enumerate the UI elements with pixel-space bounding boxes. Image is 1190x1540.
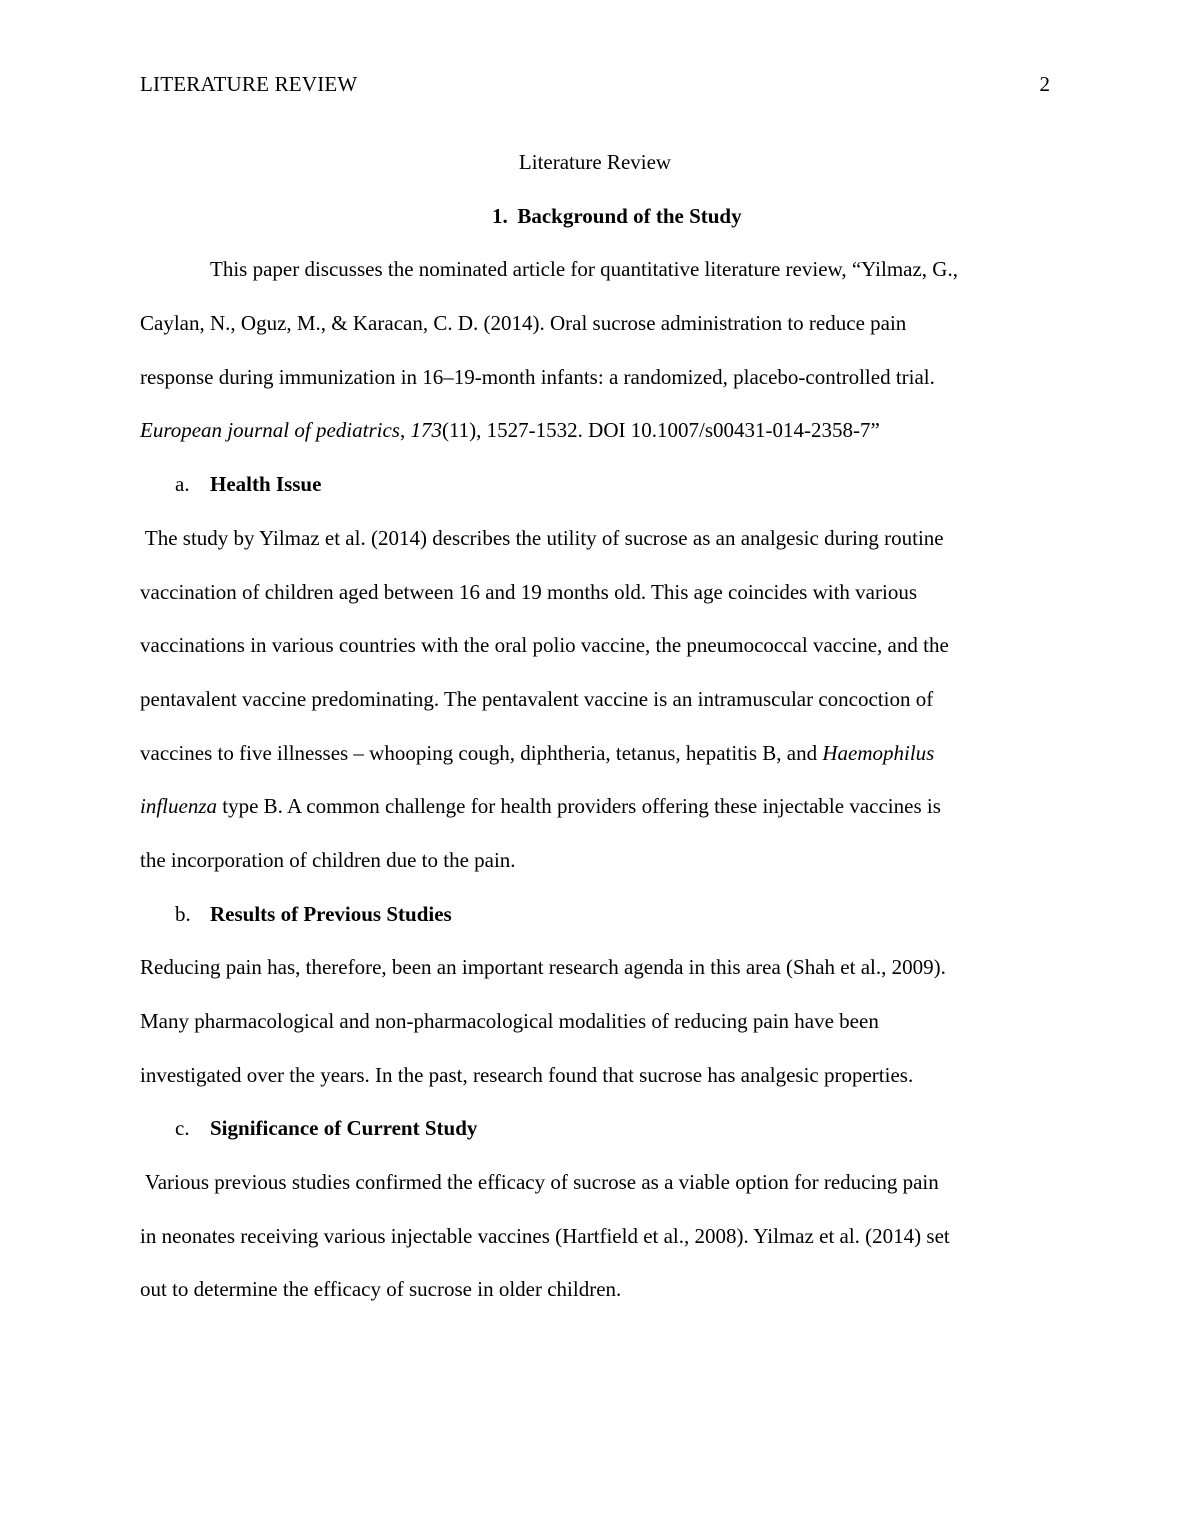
line-text: type B. A common challenge for health providers offering these injectable vaccines is <box>217 794 941 819</box>
paragraph-line: in neonates receiving various injectable vaccines (Hartfield et al., 2008). Yilmaz et al. (2014) set <box>140 1223 950 1248</box>
paragraph-line: Reducing pain has, therefore, been an important research agenda in this area (Shah et al., 2009). <box>140 955 946 980</box>
page-number: 2 <box>1039 72 1050 96</box>
subsection-marker: b. <box>175 901 191 926</box>
paragraph-line: response during immunization in 16–19-month infants: a randomized, placebo-controlled trial. <box>140 364 935 389</box>
italic-term: influenza <box>140 794 217 819</box>
section-heading-background <box>140 190 1050 244</box>
running-head: LITERATURE REVIEW <box>140 72 358 96</box>
subsection-heading-text: Health Issue <box>210 472 322 497</box>
paragraph-line: Various previous studies confirmed the efficacy of sucrose as a viable option for reducing pain <box>140 1170 939 1195</box>
section-heading-text: Background of the Study <box>517 203 742 228</box>
paragraph-line: The study by Yilmaz et al. (2014) describes the utility of sucrose as an analgesic during routine <box>140 525 944 550</box>
paragraph-line: Many pharmacological and non-pharmacological modalities of reducing pain have been <box>140 1009 879 1033</box>
italic-term: Haemophilus <box>822 740 935 765</box>
subsection-heading-previous-studies <box>140 888 1050 942</box>
subsection-heading-text: Results of Previous Studies <box>210 901 452 926</box>
section-number: 1. <box>491 203 508 228</box>
subsection-heading-text: Significance of Current Study <box>210 1116 478 1141</box>
paragraph-line <box>140 780 1050 834</box>
paragraph-line: investigated over the years. In the past, research found that sucrose has analgesic properties. <box>140 1062 914 1087</box>
paragraph-line: This paper discusses the nominated article for quantitative literature review, “Yilmaz, G., <box>210 257 958 282</box>
paragraph-line: out to determine the efficacy of sucrose in older children. <box>140 1277 622 1302</box>
paragraph-line: pentavalent vaccine predominating. The pentavalent vaccine is an intramuscular concoction of <box>140 686 934 711</box>
citation-volume: 173 <box>410 418 442 443</box>
paragraph-line: the incorporation of children due to the pain. <box>140 847 516 872</box>
citation-journal: European journal of pediatrics <box>140 418 400 443</box>
citation-separator: , <box>399 418 411 443</box>
citation-rest: (11), 1527-1532. DOI 10.1007/s00431-014-2358-7” <box>441 418 880 443</box>
paragraph-line: vaccination of children aged between 16 and 19 months old. This age coincides with various <box>140 579 917 604</box>
subsection-heading-significance <box>140 1102 1050 1156</box>
line-text: vaccines to five illnesses – whooping cough, diphtheria, tetanus, hepatitis B, and <box>140 740 823 765</box>
document-title: Literature Review <box>518 150 672 174</box>
subsection-marker: c. <box>175 1116 190 1141</box>
paragraph-line: Caylan, N., Oguz, M., & Karacan, C. D. (2014). Oral sucrose administration to reduce pain <box>140 311 907 336</box>
subsection-heading-health-issue <box>140 458 1050 512</box>
paragraph-line <box>140 727 1050 781</box>
subsection-marker: a. <box>175 472 190 497</box>
document-body <box>140 136 1050 1317</box>
citation-line <box>140 404 1050 458</box>
paragraph-line: vaccinations in various countries with the oral polio vaccine, the pneumococcal vaccine, and the <box>140 633 949 658</box>
